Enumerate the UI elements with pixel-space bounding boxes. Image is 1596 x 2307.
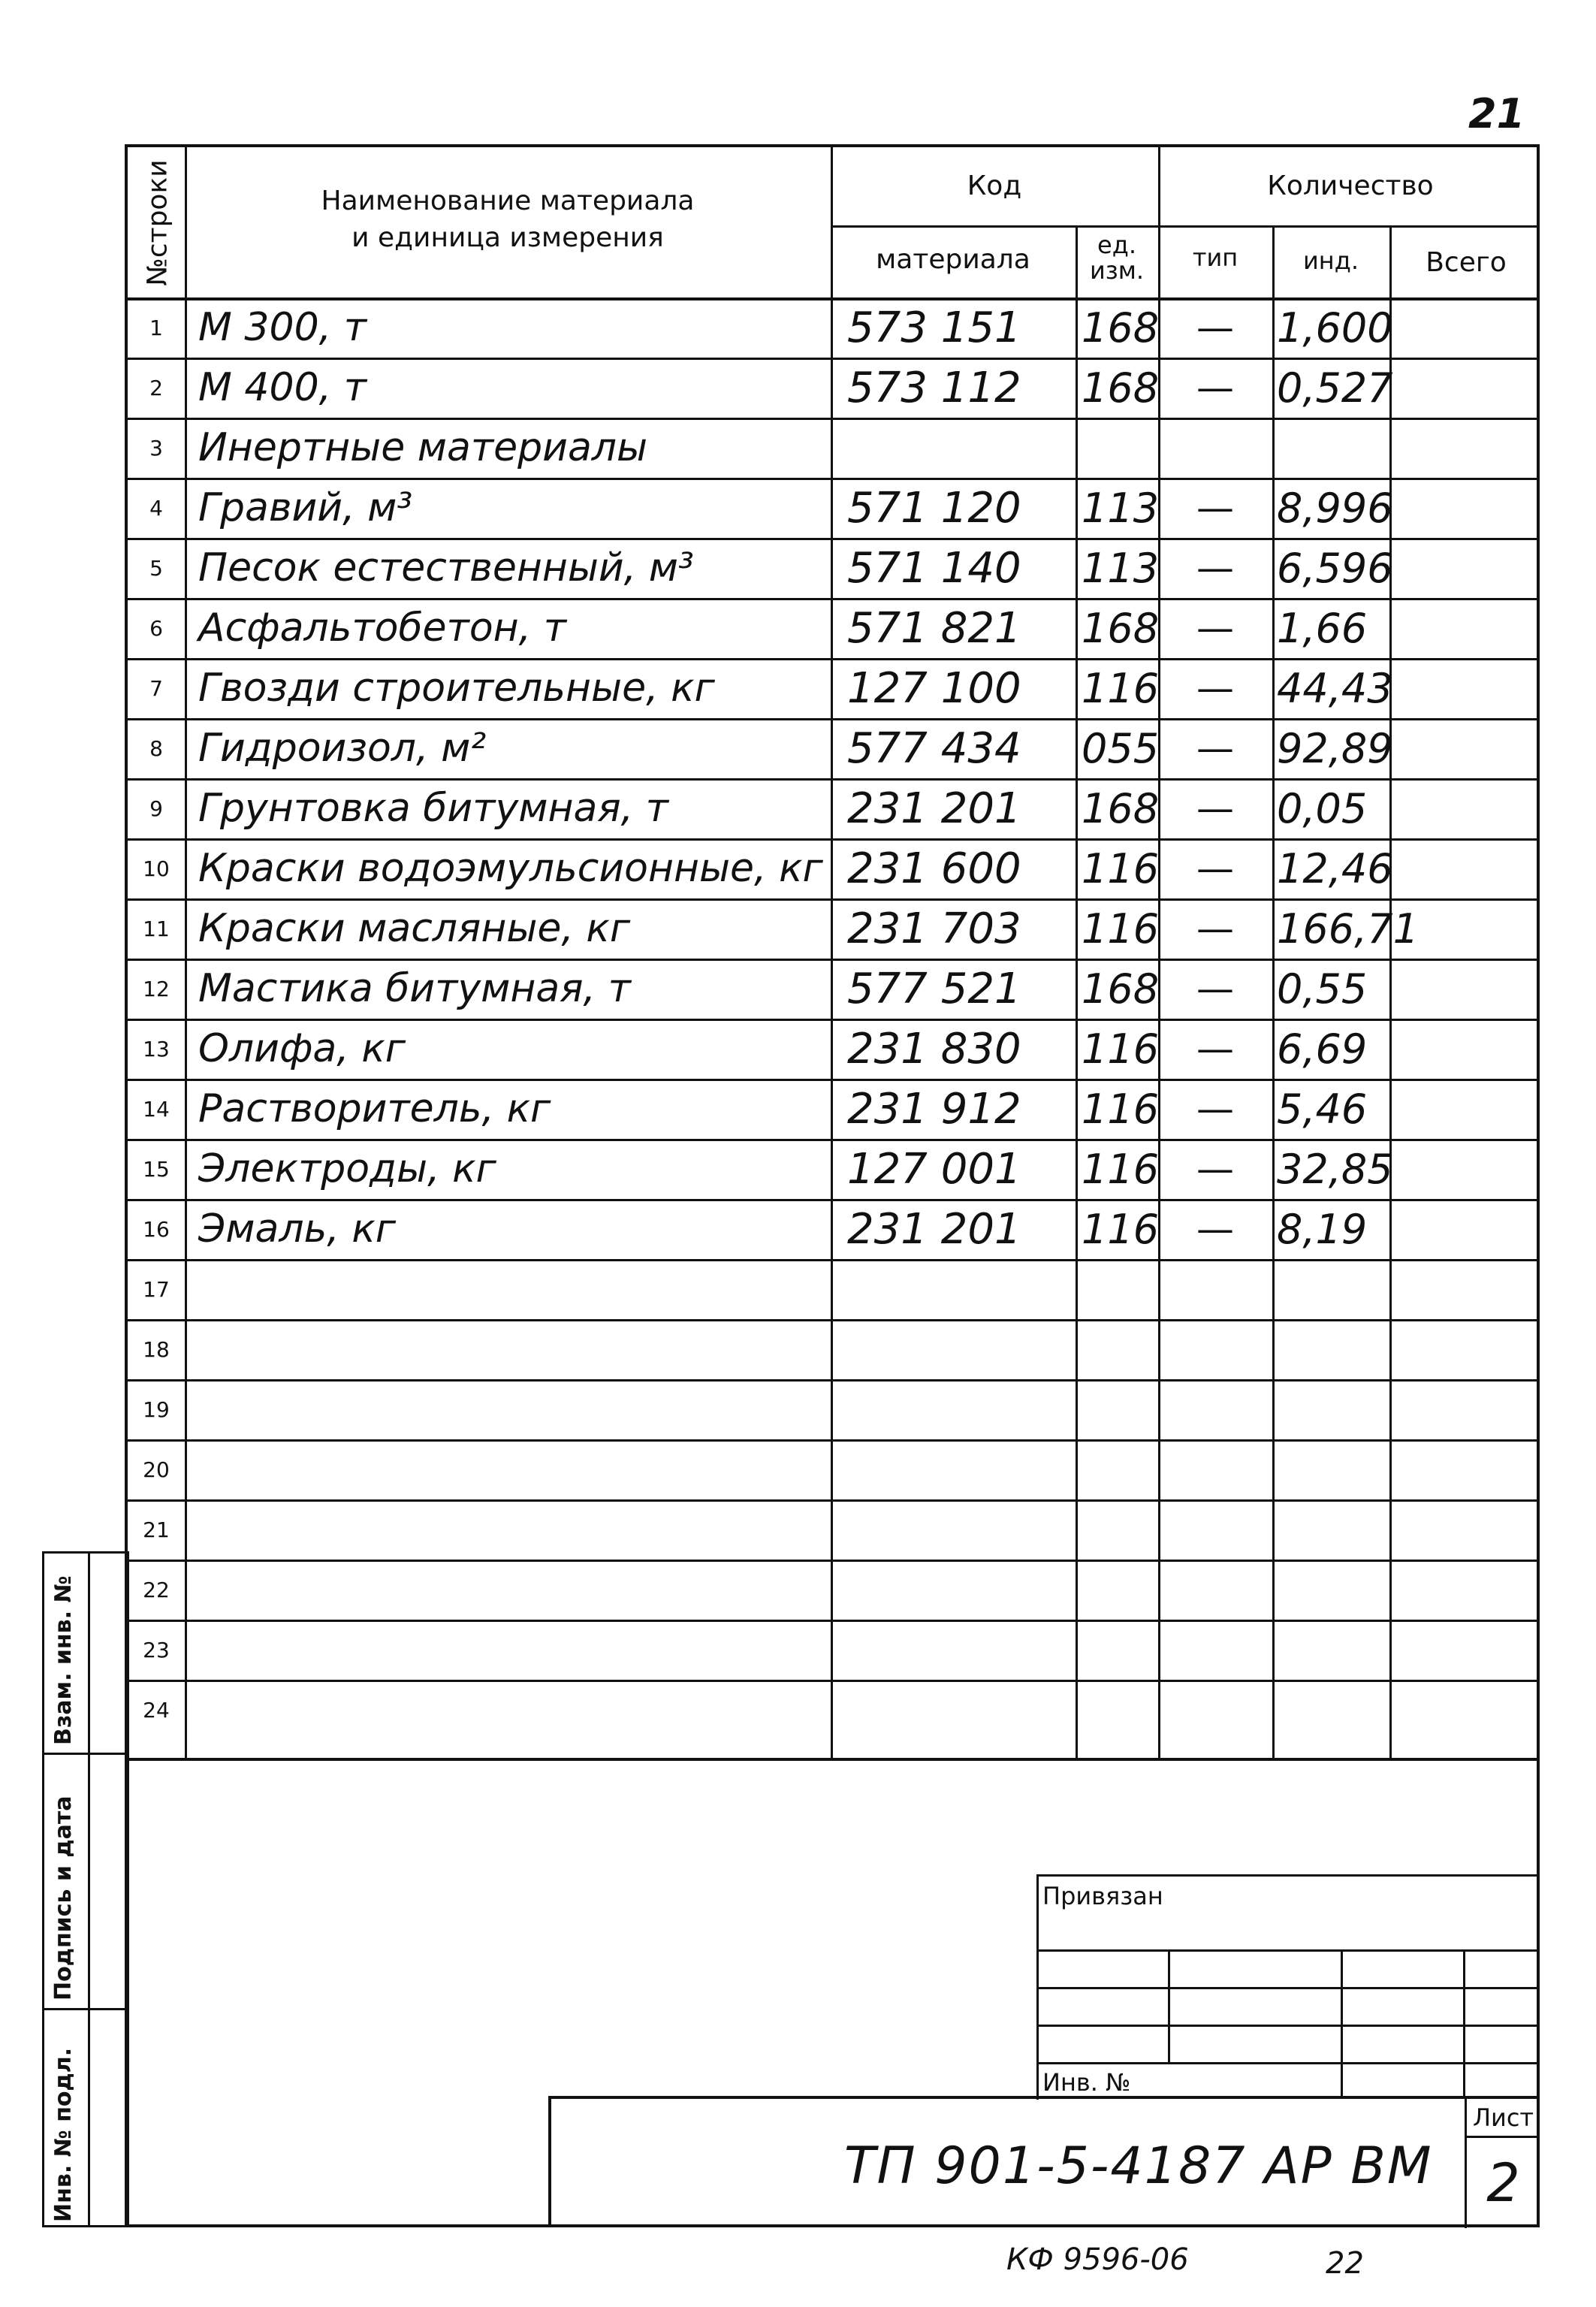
footer-archive-code: КФ 9596-06 [1006,2242,1189,2277]
header-qty-type: тип [1192,243,1238,272]
cell-name: Гидроизол, м² [198,726,487,771]
cell-n: 17 [143,1276,170,1302]
cell-unit [1076,418,1158,478]
table-row [128,1439,1537,1499]
cell-type [1158,1319,1272,1379]
cell-total [1389,1379,1543,1439]
cell-name [185,1319,831,1379]
cell-code: 231 912 [847,1084,1021,1134]
sheet-number: 2 [1465,2138,1540,2228]
cell-ind: 0,05 [1277,784,1368,832]
table-row [128,778,1537,838]
cell-n: 18 [143,1336,170,1362]
cell-name [185,1680,831,1740]
cell-n: 1 [149,315,163,340]
table-row [128,1379,1537,1439]
cell-unit: 116 [1082,1085,1160,1133]
cell-unit: 168 [1082,784,1160,832]
footer-page: 22 [1326,2246,1364,2281]
cell-ind: 8,996 [1277,484,1393,532]
cell-ind: 32,85 [1277,1145,1393,1193]
cell-n: 7 [149,675,163,701]
cell-n: 8 [149,735,163,761]
cell-n: 5 [149,555,163,581]
cell-n: 21 [143,1517,170,1542]
cell-ind [1272,1680,1389,1740]
cell-name: Гравий, м³ [198,485,413,530]
cell-ind [1272,1560,1389,1620]
cell-type [1158,1259,1272,1319]
cell-name [185,1439,831,1499]
document-code: ТП 901-5-4187 АР ВМ [844,2136,1433,2196]
cell-n: 3 [149,435,163,460]
cell-unit: 113 [1082,544,1160,592]
cell-unit [1076,1379,1158,1439]
cell-total [1389,898,1543,959]
cell-n: 16 [143,1216,170,1242]
header-qty-ind: инд. [1302,246,1359,275]
cell-code [831,1499,1076,1560]
table-row [128,1079,1537,1139]
cell-n: 4 [149,495,163,521]
cell-code: 127 001 [847,1144,1021,1194]
cell-total [1389,1499,1543,1560]
cell-code: 571 120 [847,483,1021,533]
cell-ind [1272,418,1389,478]
table-row [128,418,1537,478]
cell-type: — [1196,787,1234,830]
cell-code: 577 434 [847,723,1021,773]
table-row [128,1319,1537,1379]
cell-code [831,1379,1076,1439]
cell-code [831,1319,1076,1379]
cell-total [1389,358,1543,418]
table-row [128,297,1537,358]
cell-name: Гвозди строительные, кг [198,666,715,711]
cell-ind: 44,43 [1277,664,1393,712]
table-row [128,898,1537,959]
cell-code: 573 112 [847,363,1021,412]
cell-unit: 113 [1082,484,1160,532]
cell-type: — [1196,907,1234,950]
table-row [128,538,1537,598]
cell-n: 24 [143,1697,170,1723]
table-row [128,838,1537,898]
cell-unit: 116 [1082,844,1160,892]
cell-total [1389,598,1543,658]
cell-n: 9 [149,796,163,821]
cell-unit: 116 [1082,1025,1160,1073]
cell-unit: 168 [1082,604,1160,652]
cell-unit: 116 [1082,1205,1160,1253]
page-number: 21 [1468,90,1525,137]
cell-code [831,1560,1076,1620]
cell-type: — [1196,1087,1234,1131]
cell-name [185,1499,831,1560]
cell-total [1389,1560,1543,1620]
cell-n: 22 [143,1577,170,1602]
cell-total [1389,297,1543,358]
cell-code: 231 201 [847,784,1021,833]
cell-code [831,418,1076,478]
header-code: Код [967,171,1022,201]
cell-code: 231 201 [847,1204,1021,1254]
cell-ind [1272,1259,1389,1319]
table-row [128,1560,1537,1620]
cell-ind: 12,46 [1277,844,1393,892]
title-block [548,2096,1540,2227]
table-row [128,1259,1537,1319]
cell-type: — [1196,1027,1234,1070]
cell-n: 10 [143,856,170,881]
cell-unit [1076,1259,1158,1319]
cell-unit: 168 [1082,364,1160,412]
cell-unit: 116 [1082,904,1160,953]
cell-type: — [1196,967,1234,1010]
cell-n: 12 [143,976,170,1001]
stamp-inv-no: Инв. № [1042,2068,1131,2097]
table-row [128,1680,1537,1740]
cell-ind: 1,66 [1277,604,1368,652]
margin-stamp [42,1551,129,2227]
cell-ind: 92,89 [1277,724,1393,772]
cell-type: — [1196,847,1234,890]
cell-total [1389,538,1543,598]
margin-podpis-data: Подпись и дата [50,1795,77,2001]
cell-unit [1076,1319,1158,1379]
cell-name: Инертные материалы [198,425,648,470]
cell-type [1158,418,1272,478]
cell-code: 231 703 [847,904,1021,953]
cell-total [1389,1019,1543,1079]
cell-n: 23 [143,1637,170,1662]
cell-name: Грунтовка битумная, т [198,786,668,831]
cell-total [1389,959,1543,1019]
cell-ind: 6,596 [1277,544,1393,592]
cell-type [1158,1439,1272,1499]
cell-ind: 8,19 [1277,1205,1368,1253]
cell-code: 573 151 [847,303,1021,352]
cell-total [1389,658,1543,718]
cell-unit: 168 [1082,303,1160,352]
cell-name [185,1560,831,1620]
table-row [128,598,1537,658]
cell-code [831,1620,1076,1680]
cell-n: 20 [143,1457,170,1482]
cell-name: Эмаль, кг [198,1206,397,1252]
cell-ind: 0,527 [1277,364,1393,412]
table-row [128,478,1537,538]
cell-type: — [1196,1147,1234,1191]
cell-type [1158,1680,1272,1740]
cell-code [831,1439,1076,1499]
cell-code: 231 830 [847,1024,1021,1073]
cell-type: — [1196,366,1234,409]
cell-total [1389,1680,1543,1740]
table-row [128,1499,1537,1560]
table-row [128,658,1537,718]
cell-total [1389,1319,1543,1379]
cell-n: 19 [143,1397,170,1422]
cell-type [1158,1560,1272,1620]
cell-code: 127 100 [847,663,1021,713]
cell-total [1389,418,1543,478]
cell-type [1158,1379,1272,1439]
table-row [128,1199,1537,1259]
cell-name: М 400, т [198,365,367,410]
sheet-label: Лист [1465,2099,1540,2138]
cell-code [831,1680,1076,1740]
cell-n: 6 [149,615,163,641]
cell-ind [1272,1499,1389,1560]
header-code-unit: ед. изм. [1089,231,1145,285]
cell-type: — [1196,1207,1234,1251]
cell-name: Краски водоэмульсионные, кг [198,846,823,891]
cell-type [1158,1499,1272,1560]
cell-unit [1076,1499,1158,1560]
cell-name [185,1620,831,1680]
cell-ind: 0,55 [1277,965,1368,1013]
header-code-material: материала [876,244,1030,275]
cell-code: 231 600 [847,844,1021,893]
cell-total [1389,838,1543,898]
cell-total [1389,1079,1543,1139]
cell-code: 571 821 [847,603,1021,653]
cell-name: Песок естественный, м³ [198,545,694,590]
cell-type: — [1196,666,1234,710]
cell-name: Краски масляные, кг [198,906,631,951]
cell-ind [1272,1620,1389,1680]
materials-table [125,144,1540,1761]
header-quantity: Количество [1267,171,1434,201]
cell-unit [1076,1620,1158,1680]
cell-ind: 5,46 [1277,1085,1368,1133]
cell-ind [1272,1439,1389,1499]
header-qty-total: Всего [1426,247,1507,278]
cell-ind: 1,600 [1277,303,1393,352]
cell-total [1389,1620,1543,1680]
table-row [128,1620,1537,1680]
cell-name [185,1379,831,1439]
cell-type: — [1196,726,1234,770]
cell-unit: 055 [1082,724,1160,772]
margin-vzam-inv: Взам. инв. № [50,1575,77,1745]
cell-unit [1076,1680,1158,1740]
cell-name: Олифа, кг [198,1026,406,1071]
cell-type: — [1196,546,1234,590]
cell-total [1389,778,1543,838]
cell-code [831,1259,1076,1319]
cell-type: — [1196,606,1234,650]
cell-ind: 6,69 [1277,1025,1368,1073]
margin-inv-podl: Инв. № подл. [50,2047,77,2222]
header-name: Наименование материала и единица измерения [321,186,695,253]
cell-ind [1272,1379,1389,1439]
cell-unit [1076,1560,1158,1620]
cell-n: 11 [143,916,170,941]
cell-name: Электроды, кг [198,1146,496,1191]
cell-total [1389,478,1543,538]
table-row [128,959,1537,1019]
cell-name [185,1259,831,1319]
cell-ind [1272,1319,1389,1379]
cell-unit: 168 [1082,965,1160,1013]
cell-code: 577 521 [847,964,1021,1013]
cell-n: 13 [143,1036,170,1061]
table-row [128,1019,1537,1079]
cell-n: 14 [143,1096,170,1122]
cell-type [1158,1620,1272,1680]
cell-total [1389,1199,1543,1259]
table-row [128,718,1537,778]
stamp-privyazan: Привязан [1042,1882,1163,1910]
cell-name: Асфальтобетон, т [198,605,566,651]
cell-n: 15 [143,1156,170,1182]
cell-total [1389,1259,1543,1319]
cell-total [1389,1139,1543,1199]
cell-name: Мастика битумная, т [198,966,631,1011]
cell-type: — [1196,486,1234,530]
cell-n: 2 [149,375,163,400]
cell-name: М 300, т [198,305,367,350]
header-row-number: №строки [142,159,173,286]
cell-total [1389,1439,1543,1499]
cell-total [1389,718,1543,778]
cell-unit: 116 [1082,664,1160,712]
table-row [128,1139,1537,1199]
cell-ind: 166,71 [1277,904,1419,953]
cell-unit [1076,1439,1158,1499]
table-row [128,358,1537,418]
cell-name: Растворитель, кг [198,1086,551,1131]
cell-unit: 116 [1082,1145,1160,1193]
cell-type: — [1196,306,1234,349]
cell-code: 571 140 [847,543,1021,593]
